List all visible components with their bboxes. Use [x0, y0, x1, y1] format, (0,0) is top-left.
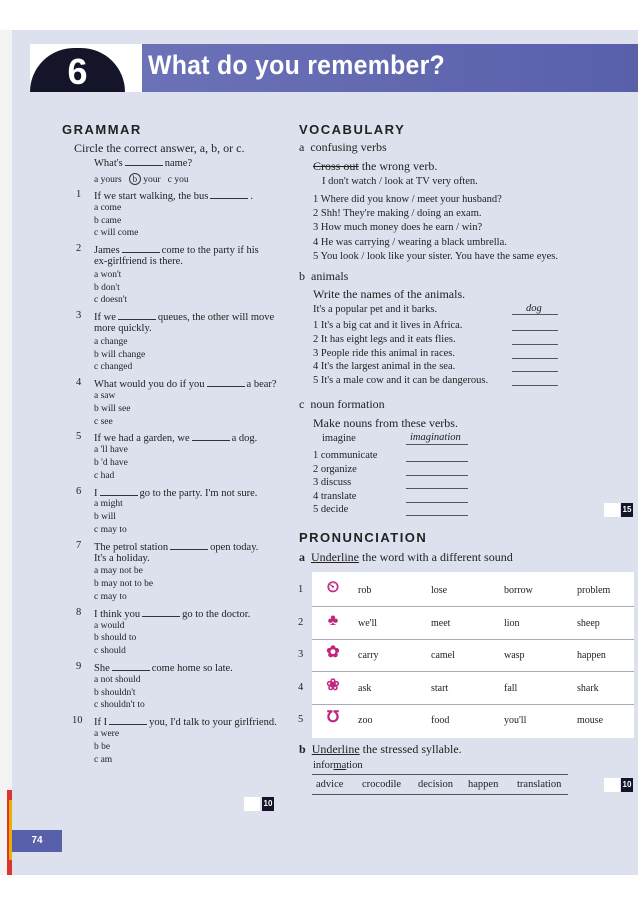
answer-blank[interactable]	[207, 378, 245, 387]
vocab-b-title: b animals	[299, 269, 349, 283]
answer-option[interactable]: a saw	[94, 391, 116, 401]
sound-word[interactable]: camel	[431, 650, 455, 661]
question-number: 3	[76, 310, 82, 322]
answer-line	[512, 314, 558, 315]
question-text	[94, 378, 277, 391]
divider	[312, 774, 568, 775]
question-rest: go to the doctor.	[182, 608, 251, 620]
answer-line[interactable]	[406, 461, 468, 462]
pron-a-instruction: a Underline the word with a different sound	[299, 550, 513, 564]
grammar-example-question: What's name?	[94, 158, 193, 169]
pron-b-example: information	[313, 760, 363, 771]
question-text	[94, 716, 277, 729]
grammar-instruction: Circle the correct answer, a, b, or c.	[74, 141, 245, 155]
vocab-c-title: c noun formation	[299, 397, 385, 411]
question-text	[94, 662, 233, 675]
answer-option[interactable]: b will see	[94, 403, 131, 414]
stress-word[interactable]: crocodile	[362, 779, 402, 790]
answer-option[interactable]: a would	[94, 620, 125, 631]
pronunciation-heading: PRONUNCIATION	[299, 530, 428, 545]
divider	[312, 794, 568, 795]
answer-line[interactable]	[406, 515, 468, 516]
grammar-score-total: 10	[262, 797, 274, 811]
vocabulary-score-total: 15	[621, 503, 633, 517]
question-text	[94, 432, 257, 445]
page-edge	[0, 30, 12, 875]
cat-icon: ✿	[326, 644, 340, 661]
question-stem: If I	[94, 717, 108, 729]
verb-item: 1 communicate	[313, 450, 378, 461]
row-number: 4	[298, 681, 304, 693]
question-stem: She	[94, 663, 110, 674]
vocab-a-title: a confusing verbs	[299, 140, 387, 154]
confusing-verb-item: 2 Shh! They're making / doing an exam.	[313, 208, 482, 220]
answer-blank[interactable]	[112, 662, 150, 671]
answer-option[interactable]: c may to	[94, 592, 127, 602]
question-number: 10	[72, 715, 83, 727]
question-rest: a dog.	[231, 433, 258, 445]
row-number: 3	[298, 649, 304, 660]
answer-option[interactable]: c see	[94, 416, 113, 427]
row-number: 5	[298, 714, 304, 725]
question-text	[94, 487, 257, 500]
sound-word[interactable]: shark	[577, 682, 599, 694]
question-rest: come home so late.	[151, 663, 233, 674]
row-number: 2	[298, 616, 304, 628]
answer-option[interactable]: c shouldn't to	[94, 700, 145, 711]
answer-option[interactable]: b will	[94, 512, 116, 523]
question-rest: open today.	[210, 541, 259, 553]
question-rest: .	[250, 191, 253, 202]
confusing-verb-item: 4 He was carrying / wearing a black umbrella.	[313, 236, 507, 248]
question-text	[94, 190, 253, 203]
sound-word[interactable]: sheep	[577, 617, 600, 629]
answer-option[interactable]: c changed	[94, 362, 133, 373]
question-stem: If we had a garden, we	[94, 433, 190, 445]
vocab-c-example-answer: imagination	[410, 432, 461, 443]
answer-line[interactable]	[406, 488, 468, 489]
question-rest: queues, the other will move	[157, 312, 275, 324]
answer-blank[interactable]	[100, 487, 138, 496]
animal-clue: 2 It has eight legs and it eats flies.	[313, 333, 456, 345]
answer-blank[interactable]	[142, 608, 180, 617]
boot-icon: ℧	[326, 709, 340, 726]
tree-icon: ♣	[327, 611, 339, 629]
sound-word[interactable]: problem	[577, 585, 611, 596]
stress-word[interactable]: advice	[316, 779, 344, 790]
answer-line[interactable]	[406, 475, 468, 476]
question-stem: I think you	[94, 608, 141, 620]
animal-clue: 5 It's a male cow and it can be dangerous.	[313, 375, 489, 387]
vocab-b-example-answer: dog	[526, 303, 542, 314]
answer-option[interactable]: b 'd have	[94, 458, 128, 468]
answer-line[interactable]	[512, 385, 558, 386]
question-text	[94, 311, 274, 324]
answer-option[interactable]: c had	[94, 470, 115, 481]
answer-blank[interactable]	[109, 716, 147, 725]
sound-word[interactable]: wasp	[504, 650, 525, 661]
sound-word[interactable]: start	[431, 682, 449, 694]
pron-b-instruction: b Underline the stressed syllable.	[299, 742, 462, 756]
answer-option[interactable]: c am	[94, 754, 113, 765]
answer-option[interactable]: a come	[94, 202, 122, 213]
sound-word[interactable]: lion	[504, 617, 520, 629]
question-number: 2	[76, 243, 82, 255]
question-rest: you, I'd talk to your girlfriend.	[149, 717, 277, 729]
answer-blank[interactable]	[170, 541, 208, 550]
question-number: 6	[76, 485, 82, 497]
answer-option[interactable]: c will come	[94, 228, 139, 239]
sound-word[interactable]: lose	[431, 585, 448, 596]
vocab-c-example: imagine	[322, 433, 356, 444]
animal-clue: 3 People ride this animal in races.	[313, 347, 456, 359]
answer-option[interactable]: a may not be	[94, 566, 143, 577]
sound-word[interactable]: meet	[431, 617, 451, 629]
question-stem: If we start walking, the bus	[94, 191, 209, 202]
verb-item: 4 translate	[313, 490, 357, 502]
confusing-verb-item: 3 How much money does he earn / win?	[313, 222, 483, 234]
pronunciation-score-total: 10	[621, 778, 633, 792]
sound-word[interactable]: carry	[358, 650, 379, 661]
vocab-a-example: I don't watch / look at TV very often.	[322, 176, 478, 187]
answer-option[interactable]: b may not to be	[94, 579, 154, 590]
sound-word[interactable]: food	[431, 715, 450, 726]
answer-option[interactable]: b came	[94, 215, 122, 226]
answer-blank[interactable]	[192, 432, 230, 441]
grammar-score-box[interactable]	[244, 797, 260, 811]
stress-word[interactable]: decision	[418, 779, 453, 790]
answer-option[interactable]: a 'll have	[94, 445, 128, 456]
answer-line[interactable]	[406, 502, 468, 503]
question-continuation: ex-girlfriend is there.	[94, 256, 183, 267]
clock-icon: ⏲	[326, 579, 340, 596]
vocab-b-instruction: Write the names of the animals.	[313, 287, 466, 301]
sound-word[interactable]: ask	[358, 682, 372, 694]
answer-option[interactable]: a change	[94, 336, 128, 347]
row-number: 1	[298, 584, 304, 595]
confusing-verb-item: 5 You look / look like your sister. You have the same eyes.	[313, 250, 558, 262]
answer-line	[406, 444, 468, 445]
row-divider	[312, 704, 634, 705]
question-number: 4	[76, 377, 82, 389]
question-number: 9	[76, 661, 82, 672]
grammar-heading: GRAMMAR	[62, 122, 142, 137]
question-stem: James	[94, 245, 120, 257]
answer-option[interactable]: a might	[94, 499, 123, 510]
animal-clue: 1 It's a big cat and it lives in Africa.	[313, 320, 463, 331]
question-stem: I	[94, 487, 98, 499]
vocab-b-example: It's a popular pet and it barks.	[313, 304, 438, 315]
vocab-c-instruction: Make nouns from these verbs.	[313, 416, 458, 430]
question-rest: a bear?	[246, 379, 277, 391]
row-divider	[312, 606, 634, 607]
car-icon: ❀	[326, 676, 340, 694]
pronunciation-score-box[interactable]	[604, 778, 620, 792]
question-stem: The petrol station	[94, 541, 169, 553]
question-text	[94, 608, 250, 621]
sound-word[interactable]: happen	[577, 650, 606, 661]
verb-item: 3 discuss	[313, 477, 352, 488]
question-text	[94, 541, 258, 554]
answer-option[interactable]: b should to	[94, 633, 137, 644]
answer-option[interactable]: c may to	[94, 525, 127, 535]
row-divider	[312, 639, 634, 640]
sound-word[interactable]: you'll	[504, 715, 527, 726]
sound-word[interactable]: fall	[504, 682, 518, 694]
page-number: 74	[12, 830, 62, 852]
answer-option[interactable]: b will change	[94, 349, 146, 360]
sound-word[interactable]: zoo	[358, 715, 373, 726]
answer-blank[interactable]	[210, 190, 248, 199]
answer-line[interactable]	[512, 371, 558, 372]
answer-option[interactable]: a won't	[94, 269, 122, 280]
animal-clue: 4 It's the largest animal in the sea.	[313, 361, 456, 373]
verb-item: 2 organize	[313, 463, 357, 475]
answer-line[interactable]	[512, 330, 558, 331]
row-divider	[312, 671, 634, 672]
answer-option[interactable]: b be	[94, 741, 111, 752]
sound-word[interactable]: rob	[358, 585, 372, 596]
question-number: 7	[76, 539, 82, 551]
verb-item: 5 decide	[313, 504, 349, 515]
grammar-example-options: a yours b your c you	[94, 174, 189, 185]
stress-word[interactable]: happen	[468, 779, 499, 790]
question-continuation: more quickly.	[94, 323, 152, 334]
sound-word[interactable]: borrow	[504, 585, 533, 596]
stress-word[interactable]: translation	[517, 779, 562, 790]
answer-option[interactable]: c doesn't	[94, 295, 128, 306]
vocab-a-instruction: Cross out the wrong verb.	[313, 159, 438, 173]
sound-word[interactable]: we'll	[358, 617, 378, 629]
answer-option[interactable]: c should	[94, 646, 126, 657]
answer-blank[interactable]	[118, 311, 156, 320]
answer-option[interactable]: a not should	[94, 674, 141, 685]
answer-line[interactable]	[512, 358, 558, 359]
question-stem: If we	[94, 312, 116, 324]
answer-option[interactable]: b don't	[94, 282, 120, 293]
answer-blank[interactable]	[122, 244, 160, 253]
vocabulary-score-box[interactable]	[604, 503, 620, 517]
question-text	[94, 244, 259, 257]
question-rest: come to the party if his	[161, 245, 259, 257]
question-stem: What would you do if you	[94, 379, 205, 391]
sound-word[interactable]: mouse	[577, 715, 604, 726]
question-rest: go to the party. I'm not sure.	[139, 487, 258, 499]
page-title: What do you remember?	[148, 50, 446, 80]
question-number: 1	[76, 189, 82, 200]
answer-option[interactable]: a were	[94, 729, 120, 739]
question-continuation: It's a holiday.	[94, 552, 150, 564]
question-number: 8	[76, 606, 82, 618]
vocabulary-heading: VOCABULARY	[299, 122, 406, 137]
confusing-verb-item: 1 Where did you know / meet your husband?	[313, 194, 502, 205]
question-number: 5	[76, 431, 82, 443]
answer-line[interactable]	[512, 344, 558, 345]
unit-number-badge: 6	[30, 48, 125, 92]
answer-option[interactable]: b shouldn't	[94, 687, 136, 698]
